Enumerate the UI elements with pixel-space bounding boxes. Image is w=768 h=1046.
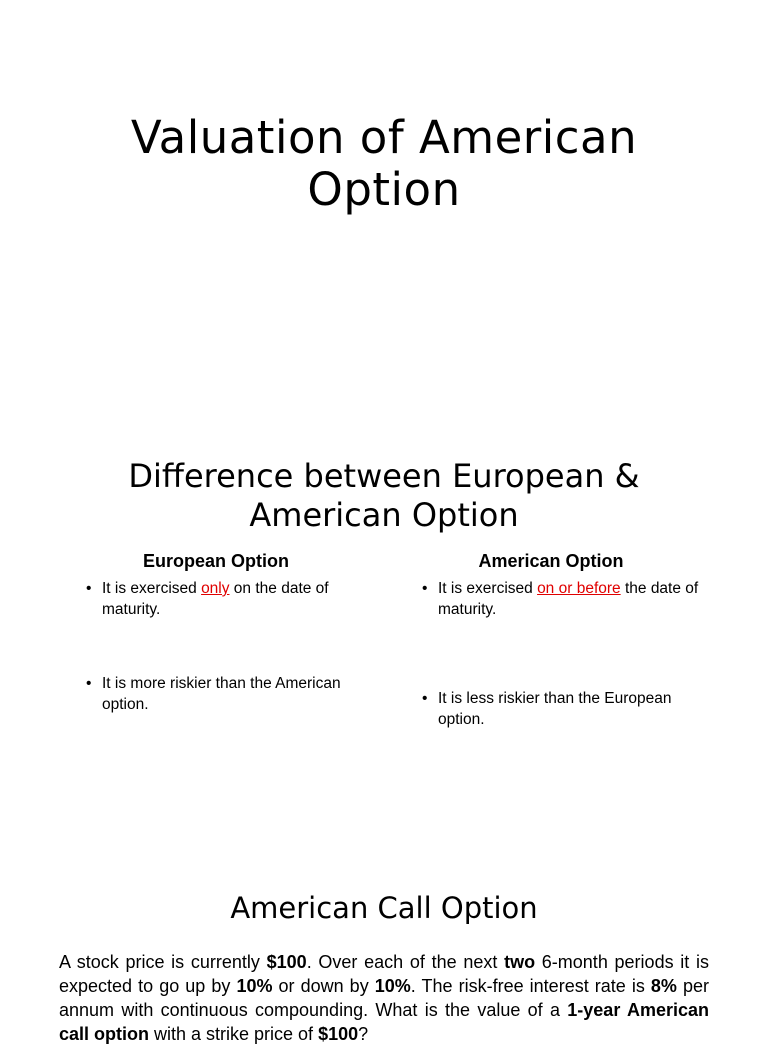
paragraph-text: with a strike price of bbox=[149, 1024, 319, 1044]
call-option-title: American Call Option bbox=[230, 891, 538, 925]
comparison-title bbox=[40, 457, 728, 535]
bullet-text-pre: It is exercised bbox=[102, 580, 202, 597]
bold-value: $100 bbox=[318, 1024, 359, 1044]
bold-value: 10% bbox=[374, 976, 411, 996]
bold-value: 10% bbox=[236, 976, 273, 996]
paragraph-text: or down by bbox=[272, 976, 375, 996]
problem-paragraph bbox=[59, 950, 709, 1046]
paragraph-text: ? bbox=[358, 1024, 369, 1044]
paragraph-text: . Over each of the next bbox=[306, 952, 505, 972]
bullet-dot: • bbox=[422, 690, 428, 707]
bullet-text-pre: It is exercised bbox=[438, 580, 538, 597]
bullet-dot: • bbox=[86, 675, 92, 692]
bullet-text-post: the date of maturity. bbox=[438, 580, 699, 618]
comparison-slide bbox=[0, 430, 768, 880]
comparison-title-line-1: Difference between European & bbox=[128, 457, 640, 495]
paragraph-text: . The risk-free interest rate is bbox=[410, 976, 651, 996]
call-option-slide bbox=[0, 880, 768, 1044]
bullet-dot: • bbox=[86, 580, 92, 597]
bullet-dot: • bbox=[422, 580, 428, 597]
bold-value: 1-year American call option bbox=[59, 1000, 709, 1044]
bold-value: 8% bbox=[650, 976, 677, 996]
american-bullet-risk bbox=[422, 688, 707, 730]
european-option-heading: European Option bbox=[143, 551, 289, 571]
highlight-only: only bbox=[201, 580, 230, 597]
european-bullet-exercise bbox=[86, 578, 371, 620]
title-line-1: Valuation of American bbox=[130, 111, 638, 164]
bold-value: $100 bbox=[266, 952, 307, 972]
slide-title bbox=[60, 112, 708, 216]
paragraph-text: per annum with continuous compounding. What is the value of a bbox=[59, 976, 709, 1020]
bullet-text-post: on the date of maturity. bbox=[102, 580, 329, 618]
bullet-text: It is more riskier than the American option. bbox=[102, 675, 341, 713]
highlight-on-or-before: on or before bbox=[537, 580, 621, 597]
title-line-2: Option bbox=[307, 163, 461, 216]
comparison-title-line-2: American Option bbox=[249, 496, 519, 534]
paragraph-text: 6-month periods it is expected to go up by bbox=[59, 952, 709, 996]
american-bullet-exercise bbox=[422, 578, 707, 620]
bold-value: two bbox=[504, 952, 536, 972]
title-slide bbox=[0, 0, 768, 430]
paragraph-text: A stock price is currently bbox=[59, 952, 267, 972]
american-option-heading: American Option bbox=[478, 551, 624, 571]
bullet-text: It is less riskier than the European option. bbox=[438, 690, 672, 728]
european-bullet-risk bbox=[86, 673, 371, 715]
